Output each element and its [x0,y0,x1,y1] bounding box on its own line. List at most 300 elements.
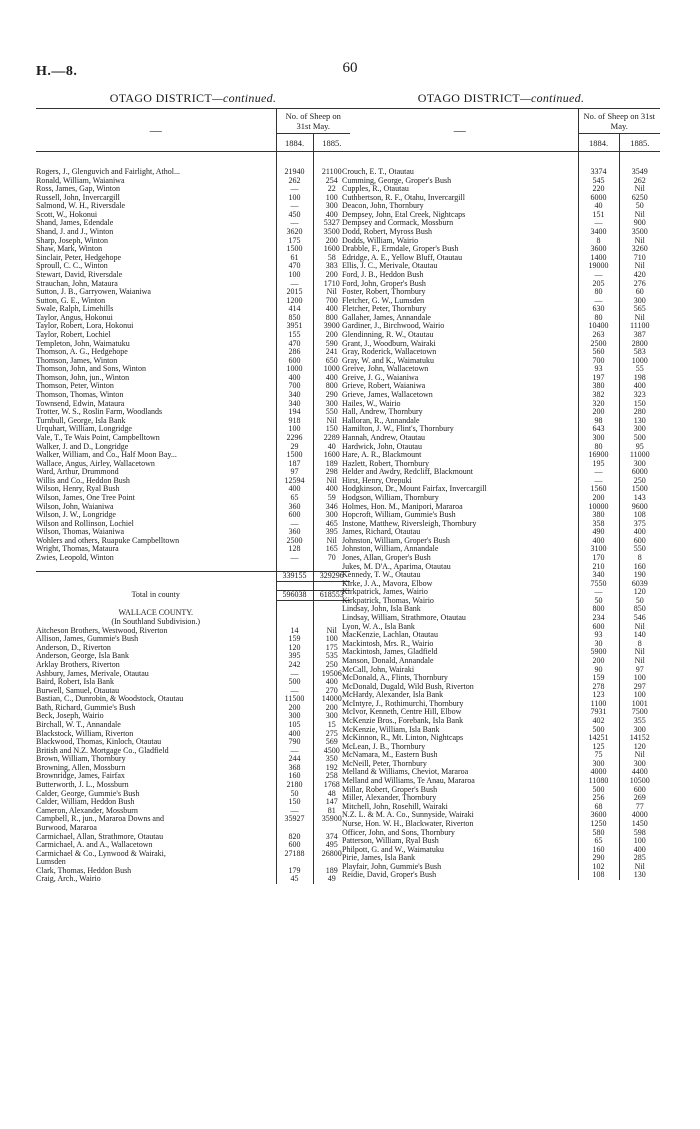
table-row [342,288,660,297]
sheep-1885: 200 [325,330,338,339]
table-row [342,511,660,520]
sheep-1884: 340 [578,571,619,580]
owner-name: Dempsey, John, Etal Creek, Nightcaps [342,211,578,220]
sheep-1885: 192 [325,763,338,772]
owner-name: Lindsay, John, Isla Bank [342,605,578,614]
table-row [342,425,660,434]
table-row [36,357,350,366]
report-reference: H.—8. [36,64,78,79]
sheep-1884: 368 [276,764,313,773]
sheep-1884: 2296 [276,434,313,443]
sheep-1884: 470 [276,340,313,349]
sheep-1884: 35927 [276,815,313,824]
owner-name: Ashbury, James, Merivale, Otautau [36,670,276,679]
table-row [342,228,660,237]
owner-name: Strauchan, John, Mataura [36,280,276,289]
owner-name: Carmichael & Co., Lynwood & Wairaki, [36,850,276,859]
table-row [36,177,350,186]
sheep-1884: 360 [276,528,313,537]
table-row [36,511,350,520]
sheep-1885: 465 [325,519,338,528]
sheep-1885: 1710 [323,279,340,288]
sheep-1884: 30 [578,640,619,649]
owner-name: Carmichael, A. and A., Wallacetown [36,841,276,850]
owner-name: Hailes, W., Wairio [342,400,578,409]
county-total-1884: 596038 [276,591,313,601]
table-row [36,254,350,263]
sheep-1884: 120 [276,644,313,653]
sheep-1884: 1500 [276,451,313,460]
sheep-1884: 200 [276,704,313,713]
owner-name: Mitchell, John, Rosehill, Wairaki [342,803,578,812]
table-row [342,417,660,426]
sheep-1885: Nil [634,862,645,871]
table-row [342,588,660,597]
sheep-1885: 383 [325,262,338,271]
owner-name: Lindsay, William, Strathmore, Otautau [342,614,578,623]
table-row [36,485,350,494]
table-row [36,211,350,220]
sheep-1885: 400 [633,845,646,854]
table-row [36,841,350,850]
sheep-1884: 643 [578,425,619,434]
sheep-1884: 286 [276,348,313,357]
owner-name: Burwood, Mararoa [36,824,276,833]
owner-name: Shaw, Mark, Winton [36,245,276,254]
owner-name: Nurse, Hon. W. H., Blackwater, Riverton [342,820,578,829]
table-row [342,271,660,280]
sheep-1885: 77 [635,802,644,811]
sheep-1885: 400 [325,678,338,687]
sheep-1885: 550 [325,408,338,417]
owner-name: Kirkpatrick, Thomas, Wairio [342,597,578,606]
sheep-1885: 300 [633,425,646,434]
owner-name: Calder, William, Heddon Bush [36,798,276,807]
sheep-1884: 16900 [578,451,619,460]
table-row [36,815,350,824]
owner-name: Lyon, W. A., Isla Bank [342,623,578,632]
sheep-1885: 300 [325,399,338,408]
sheep-1884: — [578,588,619,597]
sheep-1884: 197 [578,374,619,383]
sheep-1885: 60 [635,288,644,297]
table-row [342,485,660,494]
sheep-1884: 80 [578,314,619,323]
owner-name: McNeill, Peter, Thornbury [342,760,578,769]
page-number: 60 [342,60,358,76]
name-column-header: — [36,109,276,152]
owner-name: Kennedy, T. W., Otautau [342,571,578,580]
sheep-1885: 250 [633,476,646,485]
sheep-1885: 198 [633,373,646,382]
table-row [36,297,350,306]
sheep-1884: 11500 [276,695,313,704]
sheep-1885: 285 [633,854,646,863]
sheep-1885: Nil [634,622,645,631]
owner-name: Helder and Awdry, Redcliff, Blackmount [342,468,578,477]
owner-name: Aitcheson Brothers, Westwood, Riverton [36,627,276,636]
table-row [342,400,660,409]
sheep-1885: 297 [633,682,646,691]
owner-name: Sinclair, Peter, Hedgehope [36,254,276,263]
owner-name: Baird, Robert, Isla Bank [36,678,276,687]
table-row [342,408,660,417]
sheep-1884: — [578,468,619,477]
sheep-1885: Nil [326,626,337,635]
sheep-1884: 102 [578,863,619,872]
sheep-1884: 125 [578,743,619,752]
sheep-1885: 300 [633,459,646,468]
owner-name: Ford, John, Groper's Bush [342,280,578,289]
owner-name: Grieve, Robert, Waianiwa [342,382,578,391]
sheep-1885: 1768 [323,781,340,790]
table-row [342,177,660,186]
table-row [36,652,350,661]
sheep-1885: 1500 [631,485,648,494]
sheep-1884: 402 [578,717,619,726]
table-row [342,280,660,289]
owner-name: Edridge, A. E., Yellow Bluff, Otautau [342,254,578,263]
table-row [342,262,660,271]
sheep-1884: 400 [276,730,313,739]
sheep-1884: 97 [276,468,313,477]
sheep-1884: 10000 [578,503,619,512]
sheep-1885: 850 [633,605,646,614]
district-name: OTAGO DISTRICT [109,91,212,105]
sheep-1884: 151 [578,211,619,220]
owner-name: Wilson and Rollinson, Lochiel [36,520,276,529]
sheep-1885: 14000 [321,695,342,704]
sheep-1884: 263 [578,331,619,340]
sheep-1884: 395 [276,652,313,661]
sheep-1885: 35900 [321,815,342,824]
sheep-1885: 262 [633,176,646,185]
table-row [36,721,350,730]
sheep-1884: 600 [276,357,313,366]
owner-name: Melland and Williams, Te Anau, Mararoa [342,777,578,786]
sheep-1884: 600 [276,841,313,850]
owner-name: Blackstock, William, Riverton [36,730,276,739]
district-suffix: —continued. [519,91,585,105]
sheep-1884: — [578,271,619,280]
owner-name: Hodgson, William, Thornbury [342,494,578,503]
owner-name: Ronald, William, Waianiwa [36,177,276,186]
sheep-1884: 14251 [578,734,619,743]
sheep-1884: — [276,670,313,679]
sheep-1884: 1200 [276,297,313,306]
owner-name: Sharp, Joseph, Winton [36,237,276,246]
owner-name: Holmes, Hon. M., Manipori, Mararoa [342,503,578,512]
table-row [342,777,660,786]
sheep-column-header: No. of Sheep on 31st May. [276,109,350,134]
sheep-1884: 12594 [276,477,313,486]
table-row [342,528,660,537]
owner-name: Cuthbertson, R. F., Otahu, Invercargill [342,194,578,203]
sheep-1884: 242 [276,661,313,670]
sheep-1884: 75 [578,751,619,760]
table-row [342,640,660,649]
sheep-1885: 710 [633,253,646,262]
empty [276,609,313,618]
sheep-1885: 1600 [323,245,340,254]
sheep-1884: 850 [276,314,313,323]
sheep-1885: 4400 [631,768,648,777]
table-row [342,468,660,477]
sheep-1884: 700 [276,382,313,391]
sheep-1885: 10500 [629,777,650,786]
sheep-1885: 565 [633,305,646,314]
owner-name: Drabble, F., Ermdale, Groper's Bush [342,245,578,254]
sheep-1884: 98 [578,417,619,426]
table-row [342,751,660,760]
sheep-1884: 630 [578,305,619,314]
sheep-1884: 3600 [578,245,619,254]
sheep-1884: 1250 [578,820,619,829]
owner-name: Sutton, G. E., Winton [36,297,276,306]
table-row [36,764,350,773]
sheep-1885: Nil [326,536,337,545]
owner-name: Brown, William, Thornbury [36,755,276,764]
owner-name: Pirie, James, Isla Bank [342,854,578,863]
owner-name: British and N.Z. Mortgage Co., Gladfield [36,747,276,756]
owner-name: Johnston, William, Groper's Bush [342,537,578,546]
sheep-1884: 93 [578,365,619,374]
table-row [342,631,660,640]
table-row [342,211,660,220]
owner-name: Thomson, Thomas, Winton [36,391,276,400]
table-row [36,331,350,340]
owner-name: Fletcher, G. W., Lumsden [342,297,578,306]
sheep-1885: 3549 [631,168,648,176]
sheep-1885: 550 [633,545,646,554]
owner-name: Kirke, J. A., Mavora, Elbow [342,580,578,589]
table-row [36,340,350,349]
sheep-1884 [276,824,313,833]
sheep-1884: 11080 [578,777,619,786]
table-row [342,168,660,177]
sheep-1885: Nil [326,476,337,485]
table-row [36,781,350,790]
sheep-1884: 93 [578,631,619,640]
table-row [342,571,660,580]
table-row [36,644,350,653]
owner-name: Scott, W., Hokonui [36,211,276,220]
sheep-1885: 15 [327,721,336,729]
table-row [342,811,660,820]
sheep-1884: 400 [276,485,313,494]
sheep-1885: 300 [633,725,646,734]
year-header: 1884. [276,134,313,152]
sheep-1885: 400 [325,305,338,314]
owner-name: Melland & Williams, Cheviot, Mararoa [342,768,578,777]
owner-name: Shand, J. and J., Winton [36,228,276,237]
sheep-1885: 583 [633,348,646,357]
owner-name: Millar, Robert, Groper's Bush [342,786,578,795]
owner-name: Arklay Brothers, Riverton [36,661,276,670]
sheep-1885: 254 [325,176,338,185]
sheep-1885: Nil [326,416,337,425]
sheep-1884: 300 [276,712,313,721]
owner-name: Calder, George, Gummie's Bush [36,790,276,799]
sheep-1884: 90 [578,666,619,675]
sheep-1885: 97 [635,665,644,674]
table-row [36,537,350,546]
sheep-1885: 4000 [631,811,648,820]
owner-name: Thomson, James, Winton [36,357,276,366]
sheep-1885: 130 [633,416,646,425]
sheep-1885: 6250 [631,193,648,202]
sheep-1885: 19506 [321,669,342,678]
owner-name: Halloran, R., Annandale [342,417,578,426]
table-row [36,704,350,713]
table-row [342,768,660,777]
sheep-1884: 278 [578,683,619,692]
sheep-1885: 11100 [630,322,650,331]
table-row [342,365,660,374]
owner-name: Stewart, David, Riversdale [36,271,276,280]
sheep-1884: 108 [578,871,619,880]
sheep-1884: 159 [276,635,313,644]
sheep-1885: 290 [325,391,338,400]
district-title-right [342,88,660,108]
sheep-1885: 3500 [631,228,648,237]
sheep-1884: 68 [578,803,619,812]
sheep-1885: 1001 [631,699,648,708]
table-row [342,194,660,203]
sheep-1884: 560 [578,348,619,357]
table-row [342,597,660,606]
table-row [36,408,350,417]
owner-name: McDonald, A., Flints, Thornbury [342,674,578,683]
owner-name: Clark, Thomas, Heddon Bush [36,867,276,876]
owner-name: Manson, Donald, Annandale [342,657,578,666]
sheep-1884: 123 [578,691,619,700]
sheep-1885: 250 [325,660,338,669]
sheep-1885: 269 [633,794,646,803]
owner-name: Cameron, Alexander, Mossburn [36,807,276,816]
table-row [342,322,660,331]
sheep-1885: 8 [637,554,642,563]
table-row [36,730,350,739]
sheep-1885: 375 [633,519,646,528]
owner-name: Rogers, J., Glenguvich and Fairlight, Athol... [36,168,276,177]
sheep-1885: 108 [633,511,646,520]
sheep-1884: — [276,807,313,816]
owner-name: Vale, T., Te Wais Point, Campbelltown [36,434,276,443]
sheep-1885: 300 [325,511,338,520]
owner-name: Butterworth, J. L., Mossburn [36,781,276,790]
sheep-1884: 400 [578,537,619,546]
year-header: 1885. [313,134,350,152]
table-row [342,305,660,314]
table-row [342,820,660,829]
owner-name: Hirst, Henry, Orepuki [342,477,578,486]
subtotal-1884: 339155 [276,572,313,582]
owner-name: Hardwick, John, Otautau [342,443,578,452]
sheep-1885: 160 [633,562,646,571]
year-header: 1884. [578,134,619,152]
year-header: 1885. [619,134,660,152]
sheep-1885: Nil [634,236,645,245]
county-total-1885: 618553 [313,591,350,601]
sheep-1885: 350 [325,755,338,764]
table-row [342,803,660,812]
sheep-1885: 14152 [629,734,650,743]
sheep-1885: 2800 [631,339,648,348]
owner-name: Patterson, William, Ryal Bush [342,837,578,846]
table-row [36,391,350,400]
table-row [342,185,660,194]
table-row [342,348,660,357]
table-row [36,850,350,859]
sheep-1885: 590 [325,339,338,348]
sheep-1884: 4000 [578,768,619,777]
table-row [342,674,660,683]
sheep-1885: 26800 [321,849,342,858]
sheep-1884: — [276,185,313,194]
sheep-1884: — [276,202,313,211]
owner-name: Shand, James, Edendale [36,219,276,228]
owner-name: Taylor, Robert, Lora, Hokonui [36,322,276,331]
sheep-1884: 80 [578,443,619,452]
sheep-1884: 5900 [578,648,619,657]
table-row [36,772,350,781]
table-row [36,798,350,807]
sheep-1885: 100 [633,691,646,700]
sheep-1884: — [276,219,313,228]
empty [276,618,313,627]
sheep-1885: 500 [633,433,646,442]
owner-name: Thomson, John, and Sons, Winton [36,365,276,374]
table-row [36,400,350,409]
sheep-1884: 45 [276,875,313,884]
sheep-1885: 275 [325,729,338,738]
table-row [36,425,350,434]
sheep-1884: 100 [276,271,313,280]
owner-name: Sproull, C. C., Winton [36,262,276,271]
sheep-1885: 800 [325,382,338,391]
owner-name: Brownridge, James, Fairfax [36,772,276,781]
owner-name: Jones, Allan, Groper's Bush [342,554,578,563]
table-row [36,262,350,271]
owner-name: McCall, John, Wairaki [342,666,578,675]
owner-name: McLean, J. B., Thornbury [342,743,578,752]
sheep-1885: 59 [327,493,336,502]
table-row [36,280,350,289]
sheep-1884: 600 [578,623,619,632]
owner-name: Playfair, John, Gummie's Bush [342,863,578,872]
table-row [342,537,660,546]
owner-name: McHardy, Alexander, Isla Bank [342,691,578,700]
owner-name: Greive, John, Wallacetown [342,365,578,374]
sheep-1884: 220 [578,185,619,194]
owner-name: Lumsden [36,858,276,867]
table-row [342,683,660,692]
sheep-1884: 2180 [276,781,313,790]
sheep-1885: 22 [327,185,336,194]
table-row [36,237,350,246]
sheep-1884: 170 [578,554,619,563]
owner-name: Crouch, E. T., Otautau [342,168,578,177]
owner-name: Trotter, W. S., Roslin Farm, Woodlands [36,408,276,417]
owner-name: Ford, J. B., Heddon Bush [342,271,578,280]
table-row [36,867,350,876]
sheep-1885: 140 [633,631,646,640]
owner-name: Urquhart, William, Longridge [36,425,276,434]
sheep-1885: 546 [633,614,646,623]
table-row [342,760,660,769]
owner-name: Wilson, Henry, Ryal Bush [36,485,276,494]
